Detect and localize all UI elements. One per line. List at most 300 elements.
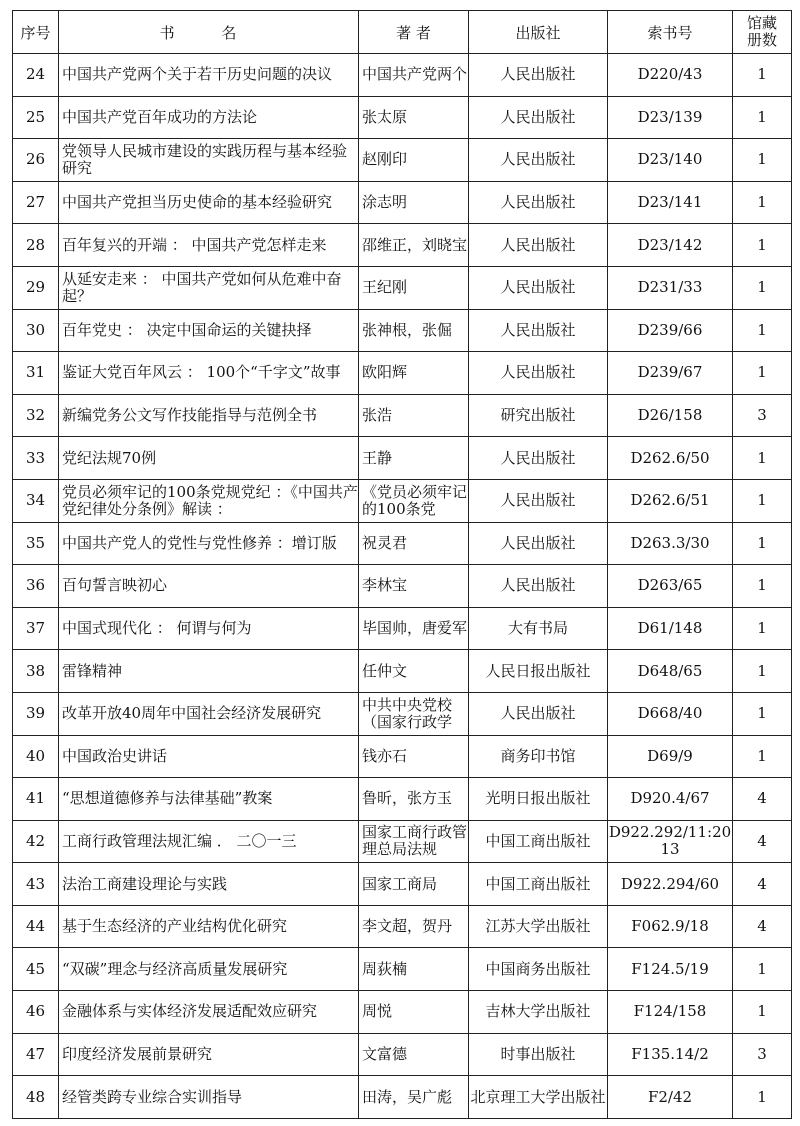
row-seq-cell: [13, 565, 59, 608]
row-title: 金融体系与实体经济发展适配效应研究: [62, 1003, 318, 1021]
row-author-cell: [359, 54, 469, 97]
row-callno: D231/33: [637, 279, 703, 297]
row-title: 百年党史 ： 决定中国命运的关键抉择: [62, 321, 312, 339]
row-publisher-cell: [469, 54, 608, 97]
row-title: 党纪法规70例: [62, 449, 157, 467]
row-publisher: 人民出版社: [500, 705, 576, 723]
row-seq-cell: [13, 139, 59, 182]
row-seq-cell: [13, 692, 59, 735]
row-copies: 4: [757, 832, 767, 850]
row-seq-cell: [13, 309, 59, 352]
row-callno: F135.14/2: [631, 1045, 709, 1063]
table-row: [13, 437, 792, 480]
row-copies: 3: [757, 407, 767, 425]
row-seq-cell: [13, 96, 59, 139]
row-title: “双碳”理念与经济高质量发展研究: [62, 960, 288, 978]
row-seq-cell: [13, 991, 59, 1034]
row-publisher-cell: [469, 266, 608, 309]
row-seq: 30: [25, 321, 46, 339]
row-callno: D26/158: [637, 407, 703, 425]
row-author-cell: [359, 139, 469, 182]
row-title-cell: [59, 863, 359, 906]
row-copies: 1: [757, 279, 767, 297]
row-title: 中国式现代化 ： 何谓与何为: [62, 620, 252, 638]
row-callno-cell: [608, 309, 733, 352]
row-title: 法治工商建设理论与实践: [62, 875, 228, 893]
row-callno: D61/148: [637, 620, 703, 638]
row-publisher: 人民出版社: [500, 321, 576, 339]
row-copies-cell: [733, 266, 792, 309]
row-title: 中国共产党担当历史使命的基本经验研究: [62, 194, 333, 212]
row-callno-cell: [608, 820, 733, 863]
row-author-cell: [359, 820, 469, 863]
row-seq: 26: [25, 151, 46, 169]
row-callno-cell: [608, 139, 733, 182]
row-author: 赵刚印: [362, 151, 408, 169]
row-seq: 33: [25, 449, 46, 467]
row-title-cell: [59, 905, 359, 948]
row-title: 新编党务公文写作技能指导与范例全书: [62, 407, 318, 425]
row-title: 中国政治史讲话: [62, 747, 168, 765]
row-publisher: 人民出版社: [500, 534, 576, 552]
row-callno: D220/43: [637, 66, 703, 84]
row-callno: F124/158: [633, 1003, 707, 1021]
row-publisher: 人民出版社: [500, 236, 576, 254]
row-publisher-cell: [469, 905, 608, 948]
row-copies: 4: [757, 790, 767, 808]
row-copies: 1: [757, 1003, 767, 1021]
row-copies: 1: [757, 620, 767, 638]
row-copies-cell: [733, 522, 792, 565]
row-author: 涂志明: [362, 194, 408, 212]
row-seq: 45: [25, 960, 46, 978]
row-author: 王纪刚: [362, 279, 408, 297]
row-copies: 1: [757, 236, 767, 254]
row-publisher-cell: [469, 522, 608, 565]
row-seq-cell: [13, 437, 59, 480]
header-copies-line2: 册数: [746, 31, 777, 49]
row-seq-cell: [13, 778, 59, 821]
row-publisher: 中国商务出版社: [485, 960, 591, 978]
row-author-cell: [359, 991, 469, 1034]
row-title-cell: [59, 692, 359, 735]
row-seq-cell: [13, 224, 59, 267]
row-copies-cell: [733, 309, 792, 352]
row-callno: D922.292/11:2013: [608, 824, 732, 859]
row-copies-cell: [733, 863, 792, 906]
row-author-cell: [359, 224, 469, 267]
table-row: [13, 394, 792, 437]
row-author: 国家工商行政管理总局法规: [362, 824, 468, 859]
row-publisher: 光明日报出版社: [485, 790, 591, 808]
row-title-cell: [59, 820, 359, 863]
row-copies: 1: [757, 364, 767, 382]
row-publisher-cell: [469, 778, 608, 821]
row-author: 王静: [362, 449, 393, 467]
table-row: [13, 224, 792, 267]
row-seq: 48: [25, 1088, 46, 1106]
row-publisher: 时事出版社: [500, 1045, 576, 1063]
row-callno: D23/141: [637, 194, 703, 212]
row-seq-cell: [13, 905, 59, 948]
table-row: [13, 735, 792, 778]
row-title-cell: [59, 650, 359, 693]
table-row: [13, 948, 792, 991]
row-callno: D23/140: [637, 151, 703, 169]
row-callno-cell: [608, 437, 733, 480]
row-title: 工商行政管理法规汇编 ． 二〇一三: [62, 832, 297, 850]
row-author: 张神根，张倔: [362, 321, 453, 339]
row-copies: 1: [757, 321, 767, 339]
row-copies: 1: [757, 577, 767, 595]
header-title: [59, 11, 359, 54]
row-author: 国家工商局: [362, 875, 438, 893]
row-author-cell: [359, 266, 469, 309]
header-row: [13, 11, 792, 54]
row-author-cell: [359, 565, 469, 608]
row-title-cell: [59, 778, 359, 821]
row-publisher-cell: [469, 1076, 608, 1119]
row-author: 邵维正，刘晓宝: [362, 236, 468, 254]
row-callno-cell: [608, 352, 733, 395]
row-copies-cell: [733, 352, 792, 395]
row-publisher: 人民出版社: [500, 364, 576, 382]
row-title-cell: [59, 948, 359, 991]
table-row: [13, 820, 792, 863]
row-callno: F062.9/18: [631, 918, 709, 936]
row-copies: 1: [757, 534, 767, 552]
row-seq: 42: [25, 832, 46, 850]
row-seq-cell: [13, 820, 59, 863]
row-copies: 1: [757, 108, 767, 126]
row-callno-cell: [608, 1033, 733, 1076]
table-row: [13, 991, 792, 1034]
row-callno: D263/65: [637, 577, 703, 595]
row-title: 中国共产党百年成功的方法论: [62, 108, 258, 126]
row-seq: 43: [25, 875, 46, 893]
row-author-cell: [359, 692, 469, 735]
table-row: [13, 139, 792, 182]
row-title-cell: [59, 565, 359, 608]
row-copies-cell: [733, 1076, 792, 1119]
row-callno: D239/67: [637, 364, 703, 382]
row-seq: 29: [25, 279, 46, 297]
row-title-cell: [59, 607, 359, 650]
row-callno-cell: [608, 948, 733, 991]
table-row: [13, 352, 792, 395]
row-author: 中国共产党两个: [362, 66, 468, 84]
row-seq: 40: [25, 747, 46, 765]
row-author-cell: [359, 181, 469, 224]
row-callno: D922.294/60: [620, 875, 720, 893]
row-title-cell: [59, 266, 359, 309]
row-title: 雷锋精神: [62, 662, 123, 680]
row-callno-cell: [608, 479, 733, 522]
row-title-cell: [59, 54, 359, 97]
row-seq-cell: [13, 863, 59, 906]
table-row: [13, 181, 792, 224]
row-publisher-cell: [469, 437, 608, 480]
row-publisher: 人民出版社: [500, 194, 576, 212]
row-copies-cell: [733, 181, 792, 224]
row-title: 从延安走来 ： 中国共产党如何从危难中奋起？: [62, 270, 342, 305]
row-copies: 1: [757, 66, 767, 84]
row-callno-cell: [608, 778, 733, 821]
row-publisher: 北京理工大学出版社: [470, 1088, 606, 1106]
row-title: 鉴证大党百年风云 ： 100个“千字文”故事: [62, 364, 341, 382]
row-callno: D920.4/67: [630, 790, 710, 808]
row-publisher-cell: [469, 820, 608, 863]
header-copies-line1: 馆藏: [746, 14, 777, 32]
row-publisher-cell: [469, 565, 608, 608]
table-row: [13, 1033, 792, 1076]
row-publisher: 人民日报出版社: [485, 662, 591, 680]
row-seq: 38: [25, 662, 46, 680]
row-seq-cell: [13, 735, 59, 778]
row-copies: 1: [757, 1088, 767, 1106]
row-author-cell: [359, 309, 469, 352]
row-author-cell: [359, 1033, 469, 1076]
row-title-cell: [59, 479, 359, 522]
row-title-cell: [59, 394, 359, 437]
row-copies-cell: [733, 820, 792, 863]
row-author: 李林宝: [362, 577, 408, 595]
row-seq-cell: [13, 266, 59, 309]
row-copies-cell: [733, 437, 792, 480]
row-author-cell: [359, 394, 469, 437]
row-author-cell: [359, 437, 469, 480]
table-row: [13, 54, 792, 97]
row-callno: D23/142: [637, 236, 703, 254]
row-seq-cell: [13, 181, 59, 224]
row-copies: 3: [757, 1045, 767, 1063]
row-publisher: 人民出版社: [500, 577, 576, 595]
row-title-cell: [59, 224, 359, 267]
row-publisher: 吉林大学出版社: [485, 1003, 591, 1021]
row-title-cell: [59, 352, 359, 395]
row-callno: F124.5/19: [631, 960, 709, 978]
row-copies-cell: [733, 692, 792, 735]
table-row: [13, 565, 792, 608]
row-seq: 28: [25, 236, 46, 254]
row-callno-cell: [608, 905, 733, 948]
row-copies-cell: [733, 607, 792, 650]
header-copies: [733, 11, 792, 54]
row-callno-cell: [608, 96, 733, 139]
row-callno-cell: [608, 54, 733, 97]
row-copies: 1: [757, 194, 767, 212]
row-title-cell: [59, 991, 359, 1034]
row-callno-cell: [608, 394, 733, 437]
row-publisher-cell: [469, 394, 608, 437]
row-callno-cell: [608, 181, 733, 224]
row-callno-cell: [608, 266, 733, 309]
header-seq: 序号: [13, 11, 59, 54]
row-author: 《党员必须牢记的100条党: [362, 483, 468, 518]
row-seq: 35: [25, 534, 46, 552]
row-seq-cell: [13, 54, 59, 97]
row-seq: 25: [25, 108, 46, 126]
row-callno: D23/139: [637, 108, 703, 126]
row-callno-cell: [608, 863, 733, 906]
row-callno-cell: [608, 692, 733, 735]
header-callno: 索书号: [608, 11, 733, 54]
row-seq: 36: [25, 577, 46, 595]
row-author: 张浩: [362, 407, 393, 425]
table-row: [13, 607, 792, 650]
row-seq-cell: [13, 1033, 59, 1076]
row-publisher-cell: [469, 352, 608, 395]
row-publisher-cell: [469, 224, 608, 267]
row-callno: D69/9: [647, 747, 693, 765]
row-author-cell: [359, 96, 469, 139]
row-seq: 31: [25, 364, 46, 382]
row-publisher-cell: [469, 139, 608, 182]
row-copies-cell: [733, 905, 792, 948]
row-seq: 24: [25, 66, 46, 84]
row-copies-cell: [733, 224, 792, 267]
row-seq-cell: [13, 607, 59, 650]
row-copies-cell: [733, 1033, 792, 1076]
row-author-cell: [359, 863, 469, 906]
row-copies: 1: [757, 449, 767, 467]
row-author-cell: [359, 607, 469, 650]
row-callno: D262.6/51: [630, 492, 710, 510]
row-author-cell: [359, 522, 469, 565]
row-copies: 1: [757, 492, 767, 510]
row-copies: 1: [757, 662, 767, 680]
row-title-cell: [59, 96, 359, 139]
row-copies-cell: [733, 991, 792, 1034]
row-publisher-cell: [469, 692, 608, 735]
table-row: [13, 905, 792, 948]
row-author: 周悦: [362, 1003, 393, 1021]
row-publisher: 江苏大学出版社: [485, 918, 591, 936]
row-title-cell: [59, 437, 359, 480]
row-author-cell: [359, 479, 469, 522]
row-author: 祝灵君: [362, 534, 408, 552]
row-publisher-cell: [469, 607, 608, 650]
row-title-cell: [59, 522, 359, 565]
row-callno: F2/42: [647, 1088, 693, 1106]
book-list-table: [12, 10, 792, 1119]
row-publisher: 中国工商出版社: [485, 875, 591, 893]
row-seq-cell: [13, 1076, 59, 1119]
table-row: [13, 522, 792, 565]
row-copies-cell: [733, 948, 792, 991]
row-publisher: 人民出版社: [500, 492, 576, 510]
row-title: 百年复兴的开端 ： 中国共产党怎样走来: [62, 236, 327, 254]
row-copies-cell: [733, 565, 792, 608]
row-title: “思想道德修养与法律基础”教案: [62, 790, 273, 808]
row-seq-cell: [13, 352, 59, 395]
row-author: 中共中央党校（国家行政学: [362, 696, 453, 731]
row-title: 党员必须牢记的100条党规党纪 ：《中国共产党纪律处分条例》解读 ：: [62, 483, 358, 518]
row-copies-cell: [733, 479, 792, 522]
row-publisher-cell: [469, 181, 608, 224]
row-author: 毕国帅，唐爱军: [362, 620, 468, 638]
row-seq-cell: [13, 948, 59, 991]
row-title-cell: [59, 309, 359, 352]
row-title: 中国共产党人的党性与党性修养 ：增订版: [62, 534, 337, 552]
row-seq: 39: [25, 705, 46, 723]
row-title: 基于生态经济的产业结构优化研究: [62, 918, 288, 936]
row-copies-cell: [733, 139, 792, 182]
table-row: [13, 309, 792, 352]
row-publisher-cell: [469, 96, 608, 139]
header-author: 著 者: [359, 11, 469, 54]
row-title-cell: [59, 735, 359, 778]
row-author: 田涛，吴广彪: [362, 1088, 453, 1106]
row-copies-cell: [733, 394, 792, 437]
row-author-cell: [359, 1076, 469, 1119]
row-publisher: 大有书局: [507, 620, 568, 638]
row-callno-cell: [608, 607, 733, 650]
row-author: 李文超，贺丹: [362, 918, 453, 936]
row-callno-cell: [608, 1076, 733, 1119]
table-row: [13, 650, 792, 693]
row-seq: 27: [25, 194, 46, 212]
row-copies: 1: [757, 960, 767, 978]
row-publisher-cell: [469, 650, 608, 693]
row-callno-cell: [608, 224, 733, 267]
row-author-cell: [359, 650, 469, 693]
row-callno-cell: [608, 650, 733, 693]
row-publisher-cell: [469, 735, 608, 778]
row-callno: D262.6/50: [630, 449, 710, 467]
table-row: [13, 778, 792, 821]
row-title-cell: [59, 1033, 359, 1076]
row-callno: D263.3/30: [630, 534, 710, 552]
row-publisher: 人民出版社: [500, 449, 576, 467]
row-seq-cell: [13, 394, 59, 437]
row-copies: 4: [757, 875, 767, 893]
row-copies: 4: [757, 918, 767, 936]
row-author-cell: [359, 905, 469, 948]
table-row: [13, 266, 792, 309]
row-title: 中国共产党两个关于若干历史问题的决议: [62, 66, 333, 84]
row-callno-cell: [608, 991, 733, 1034]
row-publisher: 商务印书馆: [500, 747, 576, 765]
row-publisher-cell: [469, 1033, 608, 1076]
row-callno-cell: [608, 522, 733, 565]
table-row: [13, 479, 792, 522]
row-seq: 46: [25, 1003, 46, 1021]
row-copies-cell: [733, 778, 792, 821]
table-row: [13, 96, 792, 139]
row-copies: 1: [757, 705, 767, 723]
table-row: [13, 692, 792, 735]
header-publisher: 出版社: [469, 11, 608, 54]
row-publisher: 人民出版社: [500, 151, 576, 169]
row-publisher-cell: [469, 863, 608, 906]
row-title-cell: [59, 1076, 359, 1119]
row-title: 百句誓言映初心: [62, 577, 168, 595]
table-row: [13, 863, 792, 906]
row-publisher: 人民出版社: [500, 66, 576, 84]
row-seq: 41: [25, 790, 46, 808]
row-author: 张太原: [362, 108, 408, 126]
row-author: 任仲文: [362, 662, 408, 680]
row-seq-cell: [13, 650, 59, 693]
row-callno: D668/40: [637, 705, 703, 723]
row-publisher: 中国工商出版社: [485, 832, 591, 850]
header-title-label: 书 名: [159, 23, 258, 42]
row-seq: 37: [25, 620, 46, 638]
row-publisher-cell: [469, 948, 608, 991]
row-author: 文富德: [362, 1045, 408, 1063]
row-title: 改革开放40周年中国社会经济发展研究: [62, 705, 322, 723]
